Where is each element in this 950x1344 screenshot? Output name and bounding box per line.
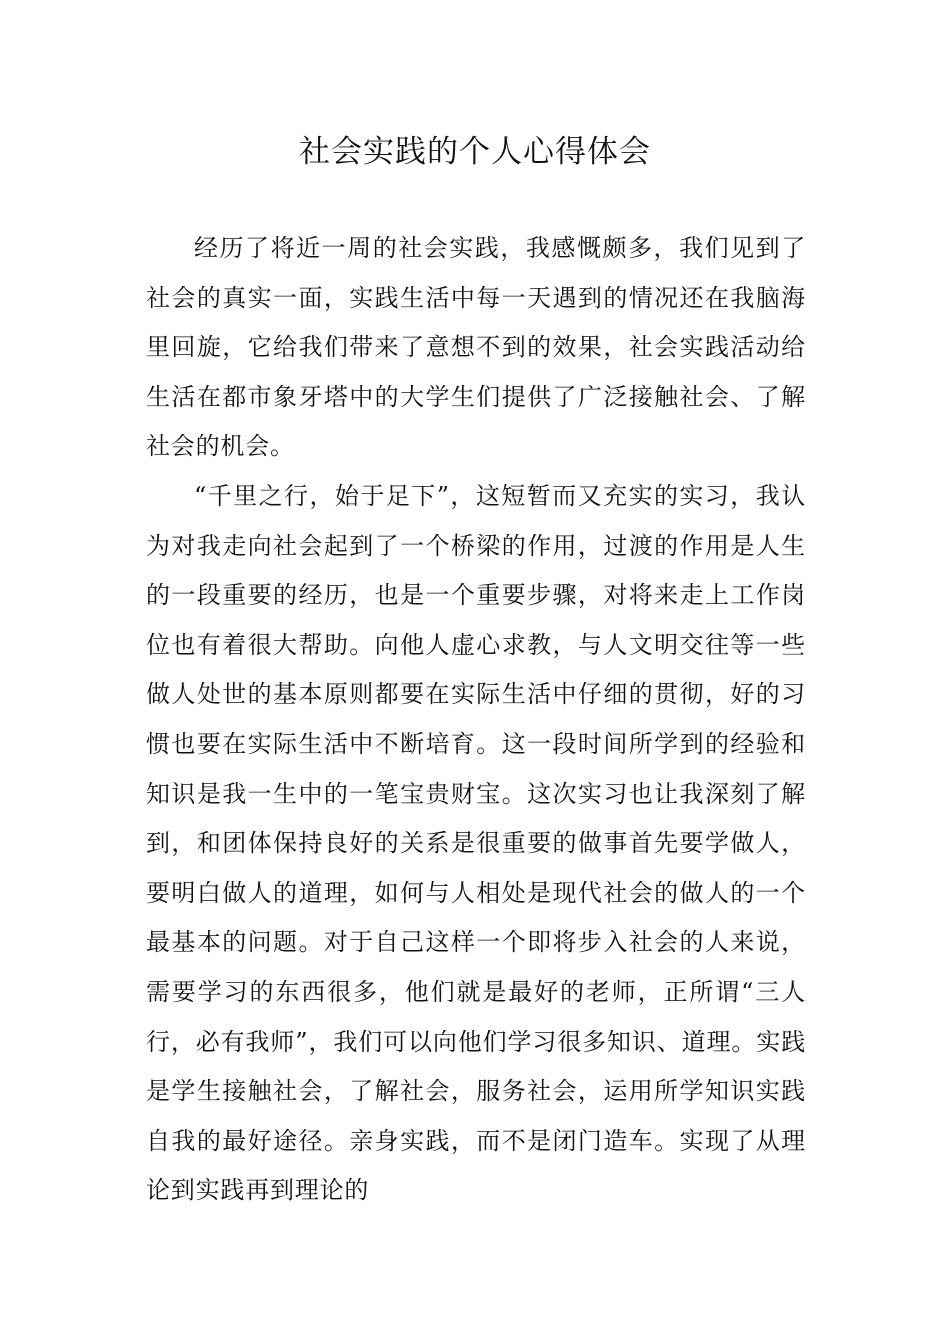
paragraph-1: 经历了将近一周的社会实践，我感慨颇多，我们见到了社会的真实一面，实践生活中每一天遇到的情况还在我脑海里回旋，它给我们带来了意想不到的效果，社会实践活动给生活在都市象牙塔中的大学生们提供了广泛接触社会、了解社会的机会。 [146,234,806,461]
paragraph-2: “千里之行，始于足下”，这短暂而又充实的实习，我认为对我走向社会起到了一个桥梁的作用，过渡的作用是人生的一段重要的经历，也是一个重要步骤，对将来走上工作岗位也有着很大帮助。向他人虚心求教，与人文明交往等一些做人处世的基本原则都要在实际生活中仔细的贯彻，好的习惯也要在实际生活中不断培育。这一段时间所学到的经验和知识是我一生中的一笔宝贵财宝。这次实习也让我深刻了解到，和团体保持良好的关系是很重要的做事首先要学做人，要明白做人的道理，如何与人相处是现代社会的做人的一个最基本的问题。对于自己这样一个即将步入社会的人来说，需要学习的东西很多，他们就是最好的老师，正所谓“三人行，必有我师”，我们可以向他们学习很多知识、道理。实践是学生接触社会，了解社会，服务社会，运用所学知识实践自我的最好途径。亲身实践，而不是闭门造车。实现了从理论到实践再到理论的 [146,481,806,1205]
document-title: 社会实践的个人心得体会 [299,134,651,170]
document-body [146,224,806,1216]
